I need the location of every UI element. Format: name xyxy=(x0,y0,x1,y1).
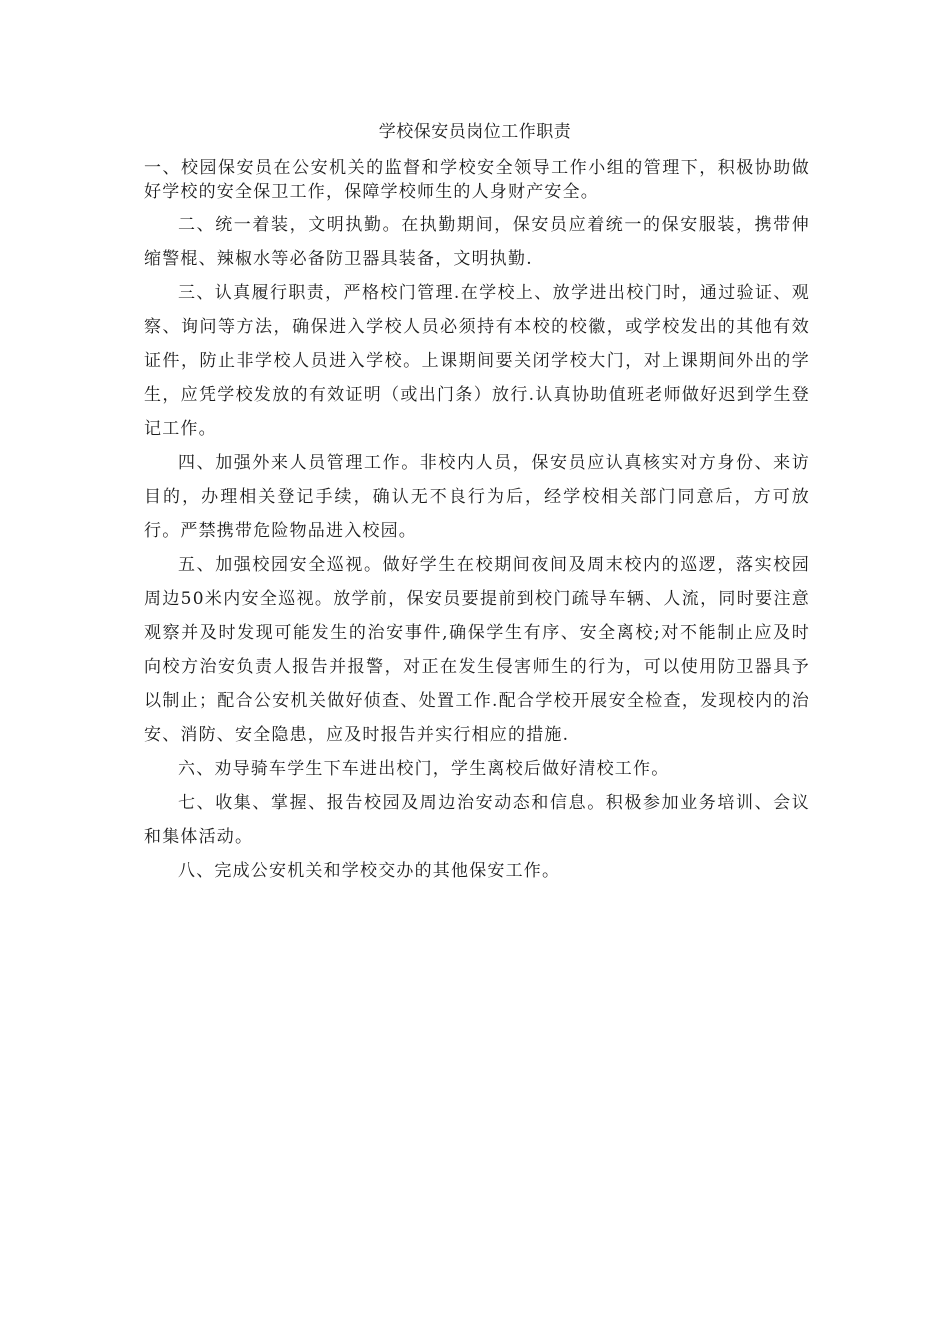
paragraph-2: 二、统一着装，文明执勤。在执勤期间，保安员应着统一的保安服装，携带伸缩警棍、辣椒水等必备防卫器具装备，文明执勤. xyxy=(144,215,810,269)
paragraph-8: 八、完成公安机关和学校交办的其他保安工作。 xyxy=(178,861,561,881)
document-title: 学校保安员岗位工作职责 xyxy=(378,122,572,142)
document-body xyxy=(144,156,810,888)
paragraph-7: 七、收集、掌握、报告校园及周边治安动态和信息。积极参加业务培训、会议和集体活动。 xyxy=(144,793,810,847)
paragraph-5: 五、加强校园安全巡视。做好学生在校期间夜间及周末校内的巡逻，落实校园周边50米内安全巡视。放学前，保安员要提前到校门疏导车辆、人流，同时要注意观察并及时发现可能发生的治安事件,确保学生有序、安全离校;对不能制止应及时向校方治安负责人报告并报警，对正在发生侵害师生的行为，可以使用防卫器具予以制止；配合公安机关做好侦查、处置工作.配合学校开展安全检查，发现校内的治安、消防、安全隐患，应及时报告并实行相应的措施. xyxy=(144,555,810,745)
paragraph-6: 六、劝导骑车学生下车进出校门，学生离校后做好清校工作。 xyxy=(178,759,670,779)
paragraph-3: 三、认真履行职责，严格校门管理.在学校上、放学进出校门时，通过验证、观察、询问等方法，确保进入学校人员必须持有本校的校徽，或学校发出的其他有效证件，防止非学校人员进入学校。上课期间要关闭学校大门，对上课期间外出的学生，应凭学校发放的有效证明（或出门条）放行.认真协助值班老师做好迟到学生登记工作。 xyxy=(144,283,810,439)
paragraph-1: 一、校园保安员在公安机关的监督和学校安全领导工作小组的管理下，积极协助做好学校的安全保卫工作，保障学校师生的人身财产安全。 xyxy=(144,158,810,202)
paragraph-4: 四、加强外来人员管理工作。非校内人员，保安员应认真核实对方身份、来访目的，办理相关登记手续，确认无不良行为后，经学校相关部门同意后，方可放行。严禁携带危险物品进入校园。 xyxy=(144,453,810,541)
